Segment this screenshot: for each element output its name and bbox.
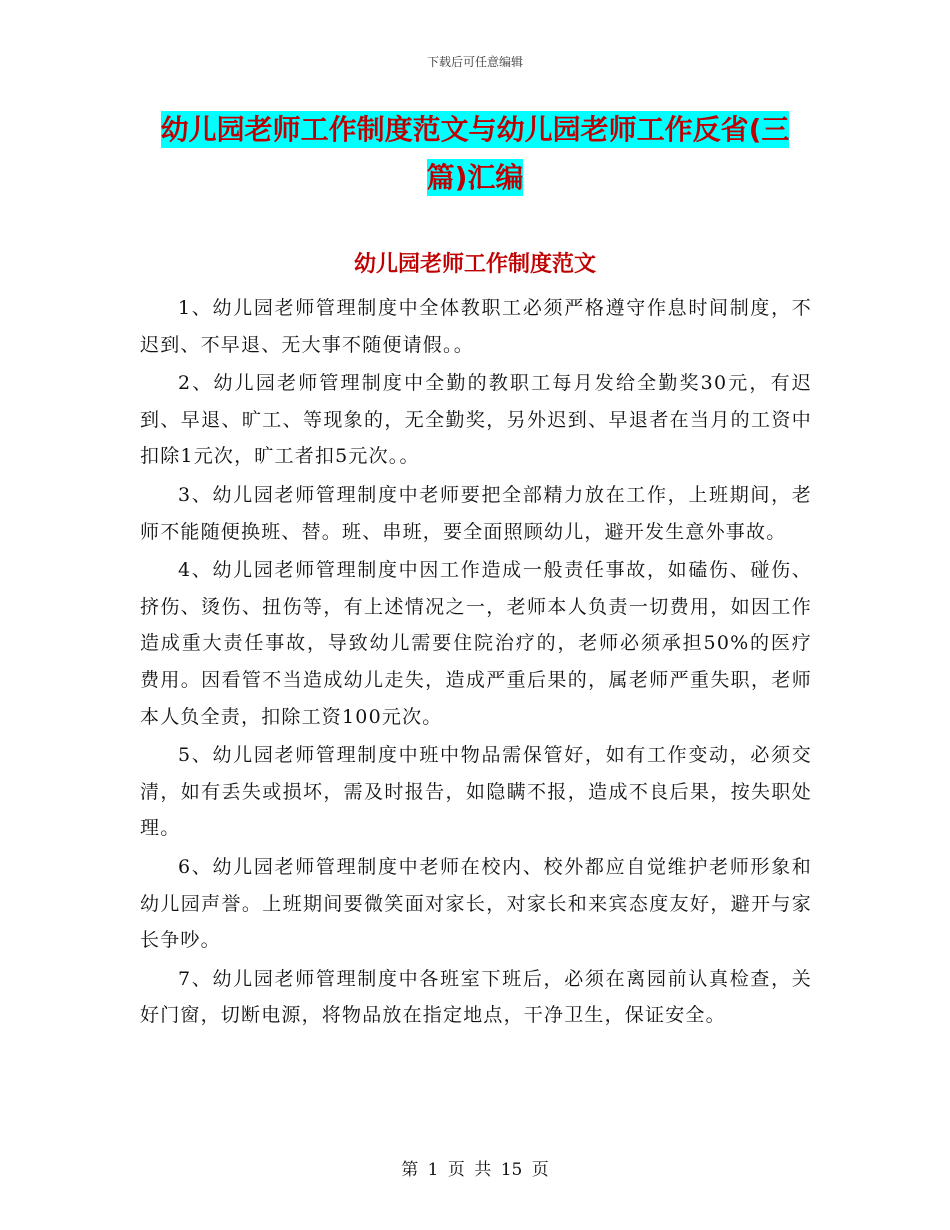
paragraph-1: 1、幼儿园老师管理制度中全体教职工必须严格遵守作息时间制度，不迟到、不早退、无大事不随便请假。。	[140, 297, 812, 356]
document-title-line2: 篇)汇编	[426, 161, 524, 194]
document-body	[140, 290, 812, 1036]
page-footer: 第 1 页 共 15 页	[401, 1160, 549, 1180]
paragraph-7: 7、幼儿园老师管理制度中各班室下班后，必须在离园前认真检查，关好门窗，切断电源，将物品放在指定地点，干净卫生，保证安全。	[140, 967, 812, 1027]
paragraph-3: 3、幼儿园老师管理制度中老师要把全部精力放在工作，上班期间，老师不能随便换班、替。班、串班，要全面照顾幼儿，避开发生意外事故。	[140, 483, 812, 543]
paragraph-2: 2、幼儿园老师管理制度中全勤的教职工每月发给全勤奖30元，有迟到、早退、旷工、等现象的，无全勤奖，另外迟到、早退者在当月的工资中扣除1元次，旷工者扣5元次。。	[140, 372, 812, 468]
document-title	[130, 106, 820, 202]
header-note: 下载后可任意编辑	[426, 55, 523, 69]
document-title-line1: 幼儿园老师工作制度范文与幼儿园老师工作反省(三	[160, 113, 790, 146]
paragraph-4: 4、幼儿园老师管理制度中因工作造成一般责任事故，如磕伤、碰伤、挤伤、烫伤、扭伤等，有上述情况之一，老师本人负责一切费用，如因工作造成重大责任事故，导致幼儿需要住院治疗的，老师必须承担50%的医疗费用。因看管不当造成幼儿走失，造成严重后果的，属老师严重失职，老师本人负全责，扣除工资100元次。	[140, 559, 812, 728]
paragraph-5: 5、幼儿园老师管理制度中班中物品需保管好，如有工作变动，必须交清，如有丢失或损坏，需及时报告，如隐瞒不报，造成不良后果，按失职处理。	[140, 744, 812, 840]
section-heading: 幼儿园老师工作制度范文	[353, 252, 596, 277]
paragraph-6: 6、幼儿园老师管理制度中老师在校内、校外都应自觉维护老师形象和幼儿园声誉。上班期间要微笑面对家长，对家长和来宾态度友好，避开与家长争吵。	[140, 855, 812, 952]
